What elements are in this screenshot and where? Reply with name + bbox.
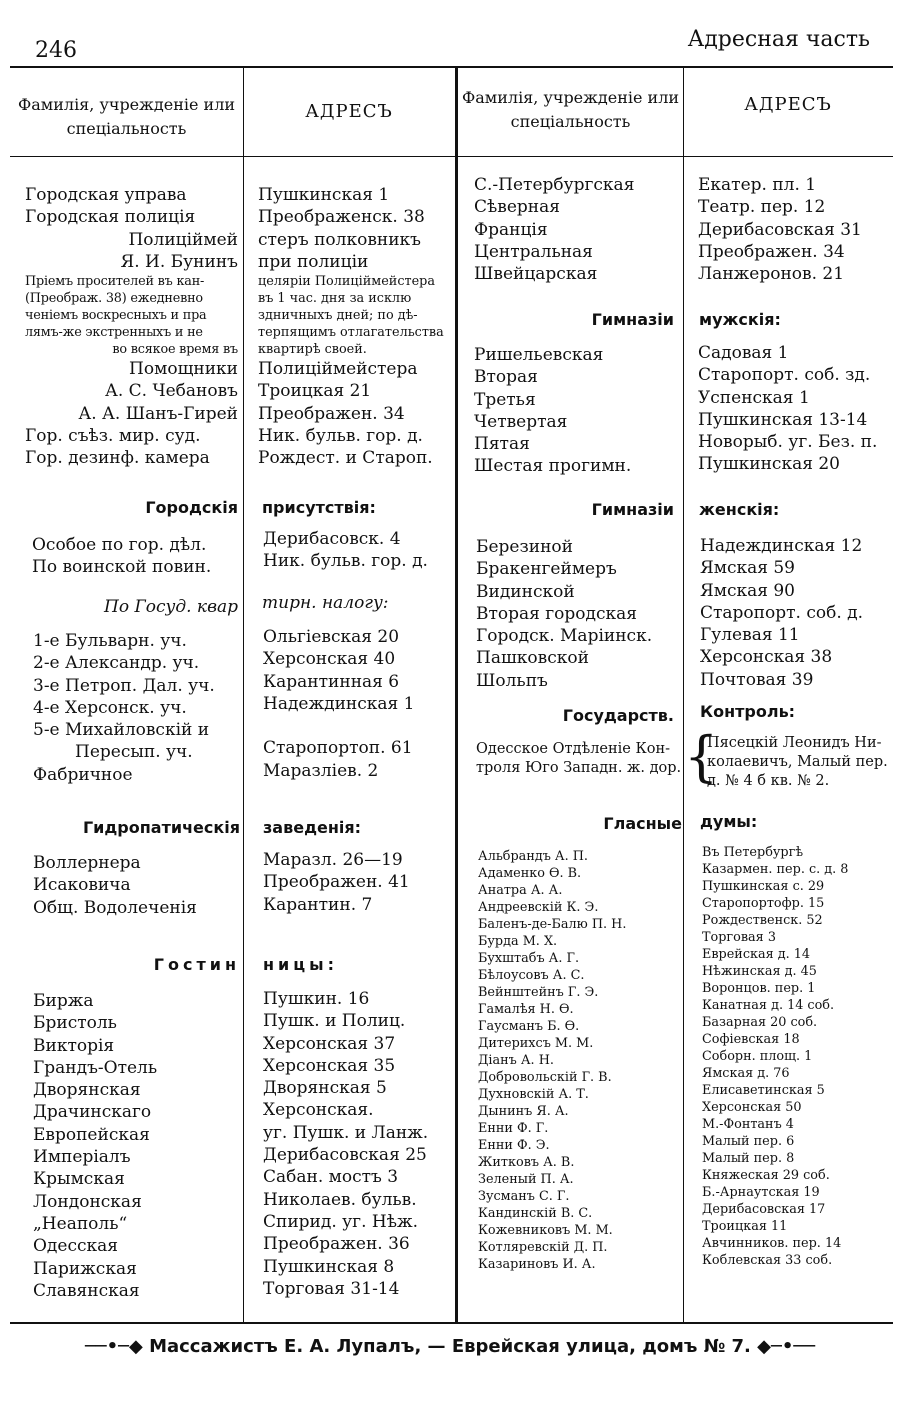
entry-address: Гулевая 11 (700, 625, 800, 646)
entry-name: А. А. Шанъ-Гирей (78, 403, 238, 424)
entry-address: Дворянская 5 (263, 1078, 387, 1099)
entry-address: Ямская 90 (700, 580, 795, 601)
entry-note: ченіемъ воскресныхъ и пра (25, 308, 207, 324)
right-block4-addrs (707, 734, 888, 790)
entry-name: Третья (474, 389, 536, 410)
entry-name: С.-Петербургская (474, 175, 635, 195)
entry-name: Викторія (33, 1035, 115, 1056)
entry-note: (Преображ. 38) ежедневно (25, 291, 203, 307)
entry-address: Херсонская 37 (263, 1033, 396, 1054)
entry-address: Херсонская 35 (263, 1055, 396, 1076)
entry-address: колаевичъ, Малый пер. (707, 753, 888, 770)
left-block1-names (25, 184, 238, 470)
entry-note: здничныхъ дней; по дѣ- (258, 308, 418, 324)
page-number: 246 (35, 38, 77, 63)
left-block5-names (33, 990, 157, 1302)
right-block1-addrs (698, 174, 862, 285)
entry-address: Еврейская д. 14 (702, 947, 811, 962)
entry-address: Ямская д. 76 (702, 1066, 790, 1081)
entry-address: Б.-Арнаутская 19 (702, 1185, 820, 1200)
right-block3-names (476, 536, 652, 692)
entry-name: Баленъ-де-Балю П. Н. (478, 917, 627, 932)
entry-name: 5-е Михайловскій и (33, 720, 210, 741)
entry-name: Крымская (33, 1169, 125, 1190)
entry-address: Пушкинская 13-14 (698, 409, 868, 430)
entry-address: Карантинная 6 (263, 671, 400, 692)
center-divider (455, 68, 458, 1322)
entry-name: Сѣверная (474, 197, 560, 218)
entry-name: Гамалѣя Н. Ѳ. (478, 1002, 574, 1017)
arrow-right-ornament: ◆─•── (750, 1336, 816, 1357)
entry-address: Пясецкій Леонидъ Ни- (707, 735, 882, 751)
entry-name: Франція (474, 219, 548, 240)
header-left-addr: АДРЕСЪ (305, 101, 393, 122)
entry-name: Шольпъ (476, 670, 548, 691)
entry-address: Сабан. мостъ 3 (263, 1167, 399, 1188)
entry-name: Центральная (474, 241, 593, 262)
entry-address: Софіевская 18 (702, 1032, 800, 1047)
entry-address: Троицкая 21 (258, 381, 372, 402)
entry-name: Енни Ф. Э. (478, 1138, 550, 1153)
entry-address: Николаев. бульв. (263, 1189, 417, 1210)
entry-address: Старопорт. соб. д. (700, 602, 863, 623)
left-block4-addrs (263, 849, 410, 916)
entry-name: Адаменко Ѳ. В. (478, 866, 582, 881)
section-heading: Гласные (603, 814, 682, 833)
right-block2-addrs (698, 342, 877, 476)
section-heading: женскія: (699, 500, 780, 519)
entry-name: Андреевскій К. Э. (478, 900, 599, 915)
entry-address: Новорыб. уг. Без. п. (698, 432, 878, 453)
entry-address: Малый пер. 8 (702, 1151, 795, 1166)
page-title: Адресная часть (687, 27, 870, 52)
section-heading-text: По Госуд. квар (104, 597, 238, 617)
header-left-name: Фамилія, учрежденіе или спеціальность (17, 95, 236, 138)
entry-address: Херсонская 50 (702, 1100, 802, 1115)
entry-name: Городская полиція (25, 207, 196, 228)
entry-address: Соборн. площ. 1 (702, 1049, 813, 1064)
entry-name: Одесское Отдѣленіе Кон- (476, 741, 671, 757)
entry-address: Пушкинская 1 (258, 185, 390, 205)
entry-address: Пушкин. 16 (263, 989, 370, 1009)
entry-address: Ник. бульв. гор. д. (258, 426, 423, 447)
entry-name: Зусманъ С. Г. (478, 1189, 570, 1204)
entry-name: Дынинъ Я. А. (478, 1104, 569, 1119)
section-heading: Городскія (145, 498, 238, 517)
entry-name: Помощники (129, 359, 238, 380)
section-heading: Контроль: (700, 702, 796, 721)
entry-name: Я. И. Бунинъ (120, 251, 238, 272)
right-block4-names (476, 740, 681, 778)
entry-address: Преображен. 41 (263, 872, 410, 893)
entry-address: Театр. пер. 12 (698, 197, 826, 218)
entry-address: Полиціймейстера (258, 359, 418, 380)
entry-address: Херсонская 38 (700, 647, 833, 668)
entry-name: Кандинскій В. С. (478, 1206, 593, 1221)
entry-address: Рождест. и Староп. (258, 448, 433, 469)
right-block2-names (474, 344, 631, 478)
entry-name: Ришельевская (474, 345, 604, 365)
entry-note: Пріемъ просителей въ кан- (25, 274, 205, 290)
entry-note: терпящимъ отлагательства (258, 325, 444, 341)
entry-address: Ник. бульв. гор. д. (263, 551, 428, 572)
entry-name: Діанъ А. Н. (478, 1053, 554, 1068)
entry-name: Славянская (33, 1280, 140, 1301)
entry-name: Дитерихсъ М. М. (478, 1036, 594, 1051)
entry-address: Троицкая 11 (702, 1219, 788, 1234)
entry-name: Гор. съѣз. мир. суд. (25, 426, 201, 447)
entry-address: Воронцов. пер. 1 (702, 981, 816, 996)
entry-note: целяріи Полиціймейстера (258, 274, 435, 290)
left-block2-names (32, 534, 211, 579)
entry-address: Пушкинская 20 (698, 454, 840, 475)
entry-address: Преображенск. 38 (258, 207, 425, 228)
entry-address: Екатер. пл. 1 (698, 175, 817, 195)
entry-name: Городск. Маріинск. (476, 626, 653, 647)
entry-name: Лондонская (33, 1191, 142, 1212)
entry-name: Пашковской (476, 648, 589, 669)
entry-name: Пятая (474, 434, 530, 455)
left-block1-addrs (258, 184, 453, 470)
entry-name: Анатра А. А. (478, 883, 563, 898)
entry-address: Базарная 20 соб. (702, 1015, 818, 1030)
entry-name: Житковъ А. В. (478, 1155, 575, 1170)
entry-address: Канатная д. 14 соб. (702, 998, 835, 1013)
entry-name: Бристоль (33, 1013, 117, 1034)
entry-name: Духновскій А. Т. (478, 1087, 589, 1102)
section-heading: заведенія: (263, 818, 362, 837)
entry-name: 4-е Херсонск. уч. (33, 697, 187, 718)
entry-address: Успенская 1 (698, 387, 810, 408)
entry-name: Бѣлоусовъ А. С. (478, 968, 585, 983)
entry-address: Нѣжинская д. 45 (702, 964, 817, 979)
entry-address: стеръ полковникъ (258, 229, 421, 250)
section-heading (262, 592, 389, 614)
entry-address: Дерибасовск. 4 (263, 529, 401, 549)
entry-address: Карантин. 7 (263, 894, 373, 915)
entry-address: Въ Петербургѣ (702, 845, 804, 860)
entry-name: Бракенгеймеръ (476, 559, 617, 580)
entry-name: Кожевниковъ М. М. (478, 1223, 613, 1238)
left-block5-addrs (263, 988, 428, 1300)
entry-address: Пушкинская с. 29 (702, 879, 825, 894)
entry-note: квартирѣ своей. (258, 342, 367, 358)
entry-address: Торговая 31-14 (263, 1278, 400, 1299)
left-block2-addrs (263, 528, 428, 573)
brace-mark: { (684, 725, 719, 788)
entry-name: Котляревскій Д. П. (478, 1240, 608, 1255)
section-heading: Гимназіи (591, 310, 674, 329)
entry-name: 3-е Петроп. Дал. уч. (33, 675, 215, 696)
entry-address: Преображен. 36 (263, 1234, 410, 1255)
section-heading (25, 596, 238, 618)
entry-address: Маразліев. 2 (263, 760, 379, 781)
entry-name: Парижская (33, 1258, 137, 1279)
section-heading: Гидропатическія (82, 818, 240, 837)
entry-address: Херсонская 40 (263, 649, 396, 670)
section-heading: Государств. (562, 706, 674, 725)
entry-name: Бурда М. Х. (478, 934, 558, 949)
entry-address: Херсонская. (263, 1100, 374, 1121)
entry-address: Дерибасовская 31 (698, 219, 862, 240)
entry-name: троля Юго Западн. ж. дор. (476, 759, 682, 776)
entry-name: Имперіалъ (33, 1147, 131, 1168)
entry-name: А. С. Чебановъ (104, 381, 238, 402)
right-block3-addrs (700, 535, 863, 691)
entry-name: Добровольскій Г. В. (478, 1070, 612, 1085)
entry-address: Дерибасовская 25 (263, 1145, 427, 1166)
footer-ad (0, 1336, 900, 1357)
entry-address: Ямская 59 (700, 558, 795, 579)
arrow-left-ornament: ──•─◆ (84, 1336, 150, 1357)
entry-address: Торговая 3 (702, 930, 776, 945)
entry-address: Дерибасовская 17 (702, 1202, 826, 1217)
entry-name: Дворянская (33, 1080, 141, 1101)
header-rule (10, 156, 893, 157)
entry-name: „Неаполь“ (33, 1213, 128, 1234)
entry-note: во всякое время въ (112, 342, 238, 358)
entry-address: Старопорт. соб. зд. (698, 365, 871, 386)
entry-name: Фабричное (33, 764, 133, 785)
entry-note: въ 1 час. дня за исклю (258, 291, 412, 307)
entry-name: Воллернера (33, 853, 141, 873)
entry-name: Пересып. уч. (75, 742, 193, 763)
entry-address: Коблевская 33 соб. (702, 1253, 833, 1268)
entry-name: 2-е Александр. уч. (33, 653, 200, 674)
entry-address: Пушкинская 8 (263, 1256, 395, 1277)
left-block3-names (33, 630, 243, 786)
entry-name: Березиной (476, 537, 573, 557)
entry-address: Преображен. 34 (698, 241, 845, 262)
entry-address: Спирид. уг. Нѣж. (263, 1211, 418, 1232)
entry-address: Елисаветинская 5 (702, 1083, 825, 1098)
left-block3-addrs (263, 626, 414, 782)
entry-name: Полиціймей (128, 229, 238, 250)
entry-name: Европейская (33, 1124, 150, 1145)
entry-address: М.-Фонтанъ 4 (702, 1117, 794, 1132)
col-divider (683, 68, 684, 1322)
entry-name: Вторая (474, 367, 538, 388)
entry-address: Надеждинская 12 (700, 536, 863, 556)
entry-address: д. № 4 б кв. № 2. (707, 772, 830, 789)
entry-address: Авчинников. пер. 14 (702, 1236, 842, 1251)
section-heading-text: тирн. налогу: (262, 593, 389, 613)
entry-name: По воинской повин. (32, 557, 212, 578)
entry-name: Швейцарская (474, 264, 598, 285)
section-heading: мужскія: (699, 310, 781, 329)
entry-address: Надеждинская 1 (263, 693, 415, 714)
entry-note: лямъ-же экстренныхъ и не (25, 325, 203, 341)
header-right-addr: АДРЕСЪ (744, 94, 832, 115)
right-block5-addrs (702, 844, 848, 1269)
section-heading: ницы: (263, 955, 338, 974)
entry-address: Рождественск. 52 (702, 913, 823, 928)
entry-address: Маразл. 26—19 (263, 850, 403, 870)
entry-name: Вторая городская (476, 603, 638, 624)
entry-name: Драчинскаго (33, 1102, 152, 1123)
entry-address: Пушк. и Полиц. (263, 1011, 406, 1032)
entry-name: Гаусманъ Б. Ѳ. (478, 1019, 580, 1034)
entry-name: 1-е Бульварн. уч. (33, 631, 187, 651)
footer-ad-text: Массажистъ Е. А. Лупалъ, — Еврейская улица, домъ № 7. (149, 1336, 751, 1357)
entry-name: Альбрандъ А. П. (478, 849, 588, 864)
right-block1-names (474, 174, 634, 285)
entry-address: Казармен. пер. с. д. 8 (702, 862, 849, 877)
section-heading: Гимназіи (591, 500, 674, 519)
entry-name: Вейнштейнъ Г. Э. (478, 985, 599, 1000)
entry-name: Видинской (476, 581, 575, 602)
entry-name: Зеленый П. А. (478, 1172, 574, 1187)
section-heading: присутствія: (262, 498, 376, 517)
entry-name: Шестая прогимн. (474, 456, 632, 477)
entry-address: Княжеская 29 соб. (702, 1168, 830, 1183)
entry-name: Особое по гор. дѣл. (32, 535, 207, 555)
section-heading: думы: (700, 812, 758, 831)
entry-name: Общ. Водолеченія (33, 897, 197, 918)
entry-name: Одесская (33, 1236, 118, 1257)
entry-name: Грандъ-Отель (33, 1057, 158, 1078)
col-divider (243, 68, 244, 1322)
entry-address: при полиціи (258, 251, 369, 272)
header-right-name: Фамилія, учрежденіе или спеціальность (461, 88, 680, 131)
entry-address: Ланжеронов. 21 (698, 264, 845, 285)
entry-name: Городская управа (25, 185, 187, 205)
entry-address: Ольгіевская 20 (263, 627, 400, 647)
entry-address: Преображен. 34 (258, 403, 405, 424)
entry-address: уг. Пушк. и Ланж. (263, 1122, 429, 1143)
left-block4-names (33, 852, 197, 919)
entry-name: Казариновъ И. А. (478, 1257, 596, 1272)
entry-address: Старопортофр. 15 (702, 896, 825, 911)
entry-address: Садовая 1 (698, 343, 789, 363)
entry-name: Исаковича (33, 875, 131, 896)
section-heading: Гостин (153, 955, 240, 974)
entry-address: Почтовая 39 (700, 669, 814, 690)
entry-name: Бухштабъ А. Г. (478, 951, 580, 966)
entry-address (263, 715, 414, 737)
entry-name: Енни Ф. Г. (478, 1121, 549, 1136)
right-block5-names (478, 848, 626, 1273)
entry-address: Старопортоп. 61 (263, 738, 413, 759)
entry-name: Четвертая (474, 411, 568, 432)
entry-name: Биржа (33, 991, 94, 1011)
entry-address: Малый пер. 6 (702, 1134, 795, 1149)
entry-name: Гор. дезинф. камера (25, 448, 210, 469)
